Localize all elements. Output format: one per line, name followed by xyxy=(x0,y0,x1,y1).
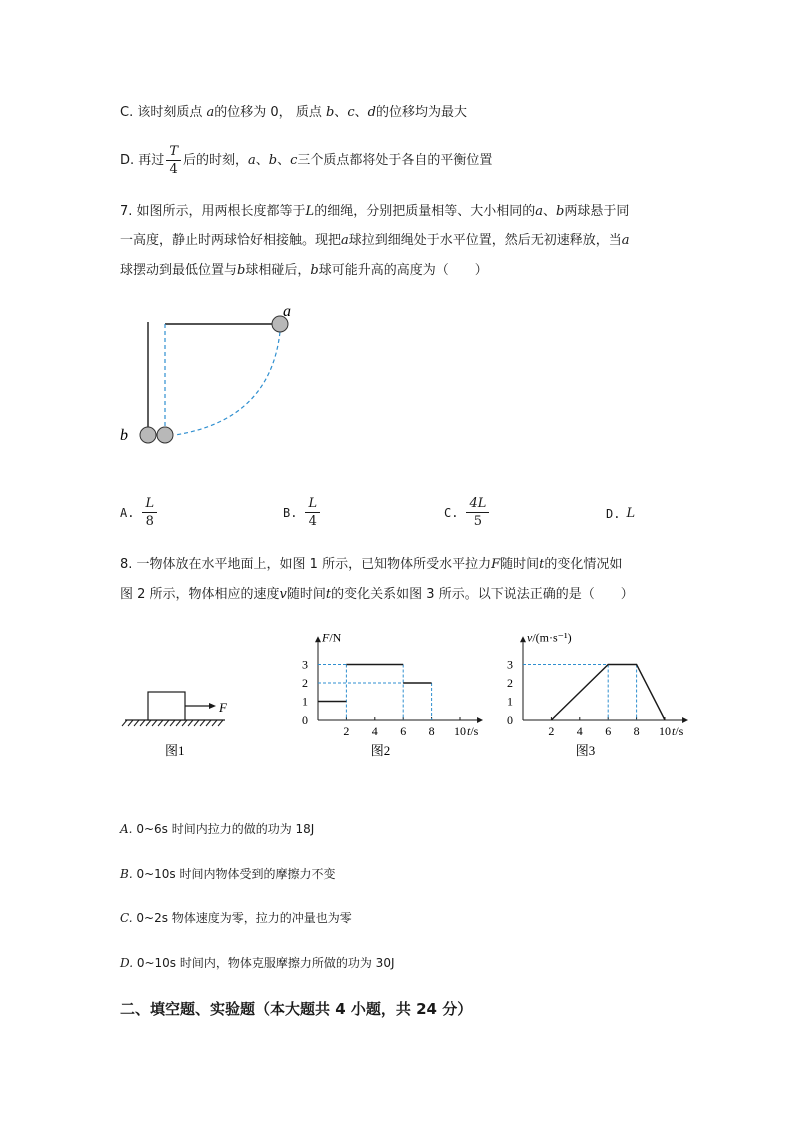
text: 球摆动到最低位置与 xyxy=(120,263,238,278)
var-a: a xyxy=(248,152,256,168)
fraction-numerator: T xyxy=(166,144,181,161)
hatch-line xyxy=(218,720,223,726)
ball-a-at-rest xyxy=(157,427,173,443)
q6-option-c xyxy=(120,104,467,122)
y-axis-label: F/N xyxy=(322,630,342,645)
q8-stem-line-2 xyxy=(120,586,634,604)
option-label: D. xyxy=(120,956,134,970)
hatch-line xyxy=(158,720,163,726)
q7-stem-line-2 xyxy=(120,232,630,250)
var-f: F xyxy=(491,557,501,572)
option-label: B. xyxy=(283,505,298,520)
hatch-line xyxy=(134,720,139,726)
hatch-line xyxy=(164,720,169,726)
hatch-line xyxy=(176,720,181,726)
q8-stem-line-1 xyxy=(120,556,622,574)
y-axis-arrow-icon xyxy=(520,636,526,642)
q6-option-d xyxy=(120,144,492,177)
text: 的细绳，分别把质量相等、大小相同的 xyxy=(314,204,536,219)
hatch-line xyxy=(152,720,157,726)
text: 、 xyxy=(277,152,291,168)
option-text: 0~10s 时间内，物体克服摩擦力所做的功为 30J xyxy=(136,956,395,970)
dashed-swing-arc xyxy=(175,332,280,435)
y-tick-label: 3 xyxy=(302,657,308,672)
var-c: c xyxy=(347,105,355,120)
y-axis-arrow-icon xyxy=(315,636,321,642)
x-tick-label: 10 xyxy=(659,724,671,738)
text: 图 2 所示，物体相应的速度 xyxy=(120,587,280,602)
fraction-denominator: 8 xyxy=(145,514,154,529)
var-t: t xyxy=(325,587,332,602)
option-label: D. xyxy=(120,152,135,168)
q7-option-b[interactable] xyxy=(283,496,322,529)
hatch-line xyxy=(194,720,199,726)
var-b: b xyxy=(268,152,278,168)
var-a: a xyxy=(206,105,215,120)
q8-option-a[interactable] xyxy=(120,820,314,838)
var-b: b xyxy=(325,105,335,120)
section-2-heading: 二、填空题、实验题（本大题共 4 小题，共 24 分） xyxy=(120,1000,473,1018)
x-tick-label: 10 xyxy=(454,724,466,738)
option-label: B. xyxy=(120,867,133,881)
var-a: a xyxy=(341,233,349,248)
figure-caption: 图1 xyxy=(165,743,185,758)
text: 的变化关系如图 3 所示。以下说法正确的是（ ） xyxy=(331,587,634,602)
q8-option-d[interactable] xyxy=(120,954,395,972)
option-text: 0~10s 时间内物体受到的摩擦力不变 xyxy=(136,867,336,881)
var-b: b xyxy=(555,204,565,219)
text: 三个质点都将处于各自的平衡位置 xyxy=(297,152,493,168)
q8-option-b[interactable] xyxy=(120,865,336,883)
var-b: b xyxy=(310,263,319,278)
q7-option-d[interactable] xyxy=(606,506,635,521)
force-label: F xyxy=(219,700,227,715)
arrow-head-icon xyxy=(209,703,216,709)
option-label: A. xyxy=(120,505,135,520)
hatch-line xyxy=(122,720,127,726)
q8-option-c[interactable] xyxy=(120,909,352,927)
text: 后的时刻， xyxy=(182,152,248,168)
y-tick-label: 2 xyxy=(302,676,308,690)
var-l: L xyxy=(305,204,315,219)
x-tick-label: 2 xyxy=(343,724,350,738)
text: 、 xyxy=(542,204,556,219)
figure-2-chart xyxy=(302,630,483,758)
hatch-line xyxy=(146,720,151,726)
q7-option-a[interactable] xyxy=(120,496,159,529)
figure-caption: 图3 xyxy=(575,743,596,758)
y-tick-label: 0 xyxy=(302,713,308,727)
y-tick-label: 3 xyxy=(507,657,513,672)
text: 一高度，静止时两球恰好相接触。现把 xyxy=(120,233,342,248)
option-value: L xyxy=(626,506,636,521)
var-b: b xyxy=(237,263,246,278)
y-tick-label: 1 xyxy=(507,694,513,709)
hatch-line xyxy=(128,720,133,726)
x-tick-label: 8 xyxy=(633,724,640,738)
var-a: a xyxy=(535,204,543,219)
text: 随时间 xyxy=(500,557,540,572)
fraction-numerator: L xyxy=(142,496,157,513)
pendulum-figure xyxy=(110,300,310,460)
text: 的位移为 0， 质点 xyxy=(214,105,322,120)
var-t: t xyxy=(539,557,545,572)
option-label: C. xyxy=(444,505,459,520)
x-tick-label: 2 xyxy=(548,724,555,738)
x-tick-label: 8 xyxy=(428,724,435,738)
y-tick-label: 0 xyxy=(507,713,513,727)
figure-caption: 图2 xyxy=(370,743,391,758)
q7-stem-line-3 xyxy=(120,262,488,280)
y-axis-label: v/(m·s⁻¹) xyxy=(527,630,572,645)
fraction-numerator: L xyxy=(305,496,320,513)
x-tick-label: 4 xyxy=(371,724,378,738)
text: 球拉到细绳处于水平位置，然后无初速释放，当 xyxy=(348,233,622,248)
var-a: a xyxy=(621,233,630,248)
fraction-denominator: 5 xyxy=(473,514,483,529)
fraction xyxy=(466,496,489,529)
hatch-line xyxy=(188,720,193,726)
block xyxy=(148,692,185,720)
text: 的变化情况如 xyxy=(544,557,623,572)
text: 、 xyxy=(354,105,368,120)
x-axis-label: t/s xyxy=(467,724,479,738)
x-tick-label: 6 xyxy=(400,724,407,738)
q7-stem-line-1 xyxy=(120,203,629,221)
text: 随时间 xyxy=(286,587,326,602)
text: 球可能升高的高度为（ ） xyxy=(318,263,488,278)
fraction-t-over-4 xyxy=(166,144,181,177)
var-v: v xyxy=(279,587,287,602)
q7-option-c[interactable] xyxy=(444,496,491,529)
x-axis-label: t/s xyxy=(672,724,684,738)
x-axis-arrow-icon xyxy=(682,717,688,723)
text: 7. 如图所示，用两根长度都等于 xyxy=(120,204,306,219)
hatch-line xyxy=(206,720,211,726)
option-label: C. xyxy=(120,105,134,120)
x-tick-label: 6 xyxy=(605,724,612,738)
y-tick-label: 2 xyxy=(507,676,513,690)
label-a: a xyxy=(283,303,291,320)
q8-figures xyxy=(115,625,684,765)
hatch-line xyxy=(212,720,217,726)
ground-hatch xyxy=(122,720,223,726)
figure-3-chart xyxy=(507,630,688,758)
y-tick-label: 1 xyxy=(302,694,308,709)
x-axis-arrow-icon xyxy=(477,717,483,723)
var-c: c xyxy=(290,152,298,168)
text: 、 xyxy=(334,105,348,120)
var-d: d xyxy=(367,105,376,120)
hatch-line xyxy=(200,720,205,726)
fraction-denominator: 4 xyxy=(308,514,317,529)
option-text: 0~6s 时间内拉力的做的功为 18J xyxy=(136,822,315,836)
figure-1 xyxy=(122,692,228,758)
fraction-numerator: 4L xyxy=(466,496,489,513)
fraction-denominator: 4 xyxy=(169,162,178,177)
fraction xyxy=(305,496,320,529)
text: 8. 一物体放在水平地面上，如图 1 所示，已知物体所受水平拉力 xyxy=(120,557,492,572)
text: 球相碰后， xyxy=(245,263,311,278)
text: 、 xyxy=(255,152,269,168)
ball-b xyxy=(140,427,156,443)
hatch-line xyxy=(140,720,145,726)
option-label: A. xyxy=(120,822,133,836)
hatch-line xyxy=(170,720,175,726)
text: 两球悬于同 xyxy=(564,204,630,219)
x-tick-label: 4 xyxy=(576,724,583,738)
option-label: D. xyxy=(606,506,621,521)
option-text: 0~2s 物体速度为零，拉力的冲量也为零 xyxy=(136,911,352,925)
text: 的位移均为最大 xyxy=(375,105,467,120)
option-label: C. xyxy=(120,911,133,925)
hatch-line xyxy=(182,720,187,726)
text: 再过 xyxy=(138,152,165,168)
label-b: b xyxy=(120,427,128,444)
text: 该时刻质点 xyxy=(137,105,203,120)
fraction xyxy=(142,496,157,529)
